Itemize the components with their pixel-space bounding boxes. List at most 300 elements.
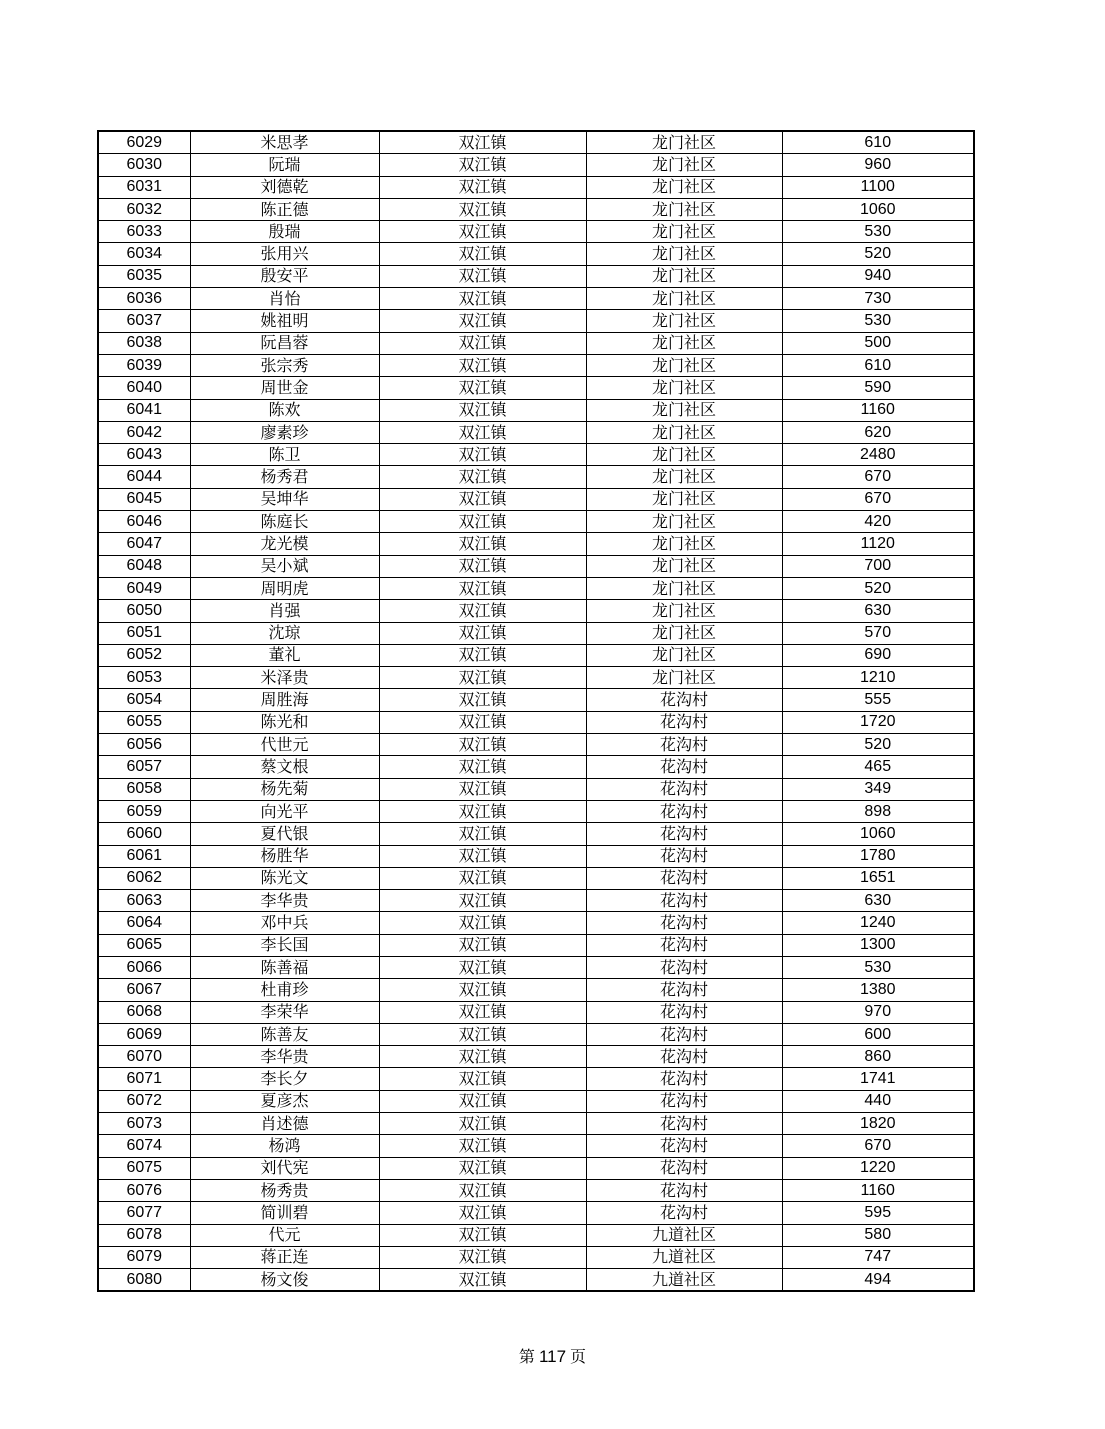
amount-cell: 1210 — [782, 667, 974, 689]
village-cell: 花沟村 — [586, 1001, 782, 1023]
name-cell: 向光平 — [190, 800, 379, 822]
village-cell: 龙门社区 — [586, 399, 782, 421]
village-cell: 龙门社区 — [586, 555, 782, 577]
village-cell: 龙门社区 — [586, 198, 782, 220]
table-row — [98, 667, 974, 689]
name-cell: 杨文俊 — [190, 1269, 379, 1292]
serial-number-cell: 6041 — [98, 399, 190, 421]
village-cell: 花沟村 — [586, 956, 782, 978]
village-cell: 龙门社区 — [586, 644, 782, 666]
amount-cell: 595 — [782, 1202, 974, 1224]
amount-cell: 2480 — [782, 444, 974, 466]
table-row — [98, 689, 974, 711]
serial-number-cell: 6060 — [98, 823, 190, 845]
amount-cell: 670 — [782, 1135, 974, 1157]
amount-cell: 960 — [782, 154, 974, 176]
name-cell: 阮瑞 — [190, 154, 379, 176]
village-cell: 龙门社区 — [586, 354, 782, 376]
amount-cell: 730 — [782, 288, 974, 310]
serial-number-cell: 6080 — [98, 1269, 190, 1292]
serial-number-cell: 6071 — [98, 1068, 190, 1090]
town-cell: 双江镇 — [379, 265, 586, 287]
town-cell: 双江镇 — [379, 912, 586, 934]
village-cell: 九道社区 — [586, 1246, 782, 1268]
serial-number-cell: 6052 — [98, 644, 190, 666]
amount-cell: 590 — [782, 377, 974, 399]
table-row — [98, 711, 974, 733]
name-cell: 周世金 — [190, 377, 379, 399]
amount-cell: 520 — [782, 734, 974, 756]
name-cell: 米思孝 — [190, 131, 379, 154]
name-cell: 阮昌蓉 — [190, 332, 379, 354]
town-cell: 双江镇 — [379, 689, 586, 711]
town-cell: 双江镇 — [379, 310, 586, 332]
town-cell: 双江镇 — [379, 488, 586, 510]
amount-cell: 1651 — [782, 867, 974, 889]
town-cell: 双江镇 — [379, 354, 586, 376]
name-cell: 肖述德 — [190, 1113, 379, 1135]
amount-cell: 1160 — [782, 1179, 974, 1201]
amount-cell: 747 — [782, 1246, 974, 1268]
page-footer — [0, 1344, 1105, 1367]
town-cell: 双江镇 — [379, 399, 586, 421]
name-cell: 刘德乾 — [190, 176, 379, 198]
name-cell: 姚祖明 — [190, 310, 379, 332]
town-cell: 双江镇 — [379, 800, 586, 822]
amount-cell: 610 — [782, 354, 974, 376]
amount-cell: 1120 — [782, 533, 974, 555]
serial-number-cell: 6039 — [98, 354, 190, 376]
amount-cell: 580 — [782, 1224, 974, 1246]
amount-cell: 1060 — [782, 198, 974, 220]
village-cell: 花沟村 — [586, 1202, 782, 1224]
town-cell: 双江镇 — [379, 890, 586, 912]
amount-cell: 520 — [782, 243, 974, 265]
amount-cell: 898 — [782, 800, 974, 822]
serial-number-cell: 6079 — [98, 1246, 190, 1268]
village-cell: 九道社区 — [586, 1224, 782, 1246]
village-cell: 花沟村 — [586, 867, 782, 889]
serial-number-cell: 6066 — [98, 956, 190, 978]
table-row — [98, 221, 974, 243]
amount-cell: 465 — [782, 756, 974, 778]
town-cell: 双江镇 — [379, 667, 586, 689]
serial-number-cell: 6056 — [98, 734, 190, 756]
town-cell: 双江镇 — [379, 823, 586, 845]
name-cell: 周明虎 — [190, 577, 379, 599]
village-cell: 龙门社区 — [586, 221, 782, 243]
village-cell: 花沟村 — [586, 1046, 782, 1068]
table-row — [98, 600, 974, 622]
serial-number-cell: 6054 — [98, 689, 190, 711]
serial-number-cell: 6075 — [98, 1157, 190, 1179]
name-cell: 李长国 — [190, 934, 379, 956]
town-cell: 双江镇 — [379, 421, 586, 443]
serial-number-cell: 6076 — [98, 1179, 190, 1201]
table-row — [98, 823, 974, 845]
amount-cell: 630 — [782, 600, 974, 622]
village-cell: 花沟村 — [586, 756, 782, 778]
town-cell: 双江镇 — [379, 845, 586, 867]
amount-cell: 530 — [782, 956, 974, 978]
town-cell: 双江镇 — [379, 444, 586, 466]
town-cell: 双江镇 — [379, 867, 586, 889]
table-row — [98, 890, 974, 912]
table-row — [98, 1202, 974, 1224]
village-cell: 龙门社区 — [586, 176, 782, 198]
name-cell: 陈光和 — [190, 711, 379, 733]
name-cell: 张用兴 — [190, 243, 379, 265]
amount-cell: 1160 — [782, 399, 974, 421]
town-cell: 双江镇 — [379, 979, 586, 1001]
amount-cell: 440 — [782, 1090, 974, 1112]
serial-number-cell: 6073 — [98, 1113, 190, 1135]
town-cell: 双江镇 — [379, 1157, 586, 1179]
serial-number-cell: 6062 — [98, 867, 190, 889]
amount-cell: 1380 — [782, 979, 974, 1001]
amount-cell: 570 — [782, 622, 974, 644]
town-cell: 双江镇 — [379, 734, 586, 756]
village-cell: 花沟村 — [586, 800, 782, 822]
name-cell: 沈琼 — [190, 622, 379, 644]
village-cell: 龙门社区 — [586, 444, 782, 466]
amount-cell: 555 — [782, 689, 974, 711]
serial-number-cell: 6068 — [98, 1001, 190, 1023]
table-row — [98, 243, 974, 265]
village-cell: 花沟村 — [586, 823, 782, 845]
table-row — [98, 734, 974, 756]
serial-number-cell: 6043 — [98, 444, 190, 466]
serial-number-cell: 6032 — [98, 198, 190, 220]
serial-number-cell: 6042 — [98, 421, 190, 443]
table-row — [98, 533, 974, 555]
table-row — [98, 488, 974, 510]
town-cell: 双江镇 — [379, 332, 586, 354]
town-cell: 双江镇 — [379, 622, 586, 644]
name-cell: 代世元 — [190, 734, 379, 756]
table-row — [98, 555, 974, 577]
town-cell: 双江镇 — [379, 934, 586, 956]
table-row — [98, 622, 974, 644]
footer-prefix: 第 — [518, 1347, 535, 1366]
amount-cell: 494 — [782, 1269, 974, 1292]
amount-cell: 700 — [782, 555, 974, 577]
serial-number-cell: 6046 — [98, 511, 190, 533]
name-cell: 陈善福 — [190, 956, 379, 978]
table-row — [98, 778, 974, 800]
name-cell: 李华贵 — [190, 1046, 379, 1068]
serial-number-cell: 6036 — [98, 288, 190, 310]
serial-number-cell: 6050 — [98, 600, 190, 622]
name-cell: 龙光模 — [190, 533, 379, 555]
amount-cell: 530 — [782, 310, 974, 332]
village-cell: 花沟村 — [586, 778, 782, 800]
serial-number-cell: 6035 — [98, 265, 190, 287]
village-cell: 花沟村 — [586, 734, 782, 756]
name-cell: 杨秀贵 — [190, 1179, 379, 1201]
town-cell: 双江镇 — [379, 1179, 586, 1201]
town-cell: 双江镇 — [379, 511, 586, 533]
serial-number-cell: 6069 — [98, 1023, 190, 1045]
serial-number-cell: 6074 — [98, 1135, 190, 1157]
name-cell: 李荣华 — [190, 1001, 379, 1023]
village-cell: 花沟村 — [586, 1113, 782, 1135]
town-cell: 双江镇 — [379, 711, 586, 733]
village-cell: 龙门社区 — [586, 511, 782, 533]
amount-cell: 349 — [782, 778, 974, 800]
serial-number-cell: 6034 — [98, 243, 190, 265]
roster-table-body — [98, 131, 974, 1291]
name-cell: 廖素珍 — [190, 421, 379, 443]
name-cell: 杨胜华 — [190, 845, 379, 867]
table-row — [98, 912, 974, 934]
serial-number-cell: 6059 — [98, 800, 190, 822]
name-cell: 蔡文根 — [190, 756, 379, 778]
roster-table — [97, 130, 975, 1292]
table-row — [98, 1135, 974, 1157]
serial-number-cell: 6053 — [98, 667, 190, 689]
town-cell: 双江镇 — [379, 1135, 586, 1157]
serial-number-cell: 6057 — [98, 756, 190, 778]
serial-number-cell: 6064 — [98, 912, 190, 934]
amount-cell: 1100 — [782, 176, 974, 198]
footer-suffix: 页 — [570, 1347, 587, 1366]
serial-number-cell: 6072 — [98, 1090, 190, 1112]
table-row — [98, 310, 974, 332]
serial-number-cell: 6031 — [98, 176, 190, 198]
town-cell: 双江镇 — [379, 600, 586, 622]
table-row — [98, 288, 974, 310]
name-cell: 陈光文 — [190, 867, 379, 889]
amount-cell: 630 — [782, 890, 974, 912]
town-cell: 双江镇 — [379, 131, 586, 154]
village-cell: 花沟村 — [586, 711, 782, 733]
name-cell: 陈欢 — [190, 399, 379, 421]
amount-cell: 520 — [782, 577, 974, 599]
name-cell: 周胜海 — [190, 689, 379, 711]
village-cell: 龙门社区 — [586, 466, 782, 488]
table-row — [98, 756, 974, 778]
table-row — [98, 354, 974, 376]
amount-cell: 420 — [782, 511, 974, 533]
table-row — [98, 444, 974, 466]
village-cell: 龙门社区 — [586, 310, 782, 332]
name-cell: 陈正德 — [190, 198, 379, 220]
village-cell: 龙门社区 — [586, 488, 782, 510]
name-cell: 陈卫 — [190, 444, 379, 466]
table-row — [98, 511, 974, 533]
name-cell: 肖强 — [190, 600, 379, 622]
table-row — [98, 176, 974, 198]
table-row — [98, 377, 974, 399]
village-cell: 花沟村 — [586, 912, 782, 934]
serial-number-cell: 6063 — [98, 890, 190, 912]
name-cell: 吴坤华 — [190, 488, 379, 510]
town-cell: 双江镇 — [379, 1202, 586, 1224]
amount-cell: 1300 — [782, 934, 974, 956]
table-row — [98, 198, 974, 220]
table-row — [98, 265, 974, 287]
village-cell: 龙门社区 — [586, 265, 782, 287]
town-cell: 双江镇 — [379, 1068, 586, 1090]
serial-number-cell: 6061 — [98, 845, 190, 867]
town-cell: 双江镇 — [379, 1023, 586, 1045]
name-cell: 张宗秀 — [190, 354, 379, 376]
name-cell: 肖怡 — [190, 288, 379, 310]
village-cell: 九道社区 — [586, 1269, 782, 1292]
town-cell: 双江镇 — [379, 377, 586, 399]
village-cell: 花沟村 — [586, 1023, 782, 1045]
table-row — [98, 1113, 974, 1135]
name-cell: 陈善友 — [190, 1023, 379, 1045]
town-cell: 双江镇 — [379, 1269, 586, 1292]
village-cell: 龙门社区 — [586, 243, 782, 265]
village-cell: 龙门社区 — [586, 377, 782, 399]
table-row — [98, 154, 974, 176]
table-row — [98, 644, 974, 666]
town-cell: 双江镇 — [379, 221, 586, 243]
serial-number-cell: 6033 — [98, 221, 190, 243]
serial-number-cell: 6048 — [98, 555, 190, 577]
village-cell: 龙门社区 — [586, 622, 782, 644]
table-row — [98, 1001, 974, 1023]
amount-cell: 970 — [782, 1001, 974, 1023]
town-cell: 双江镇 — [379, 154, 586, 176]
serial-number-cell: 6058 — [98, 778, 190, 800]
amount-cell: 500 — [782, 332, 974, 354]
table-row — [98, 1269, 974, 1292]
table-row — [98, 399, 974, 421]
table-row — [98, 934, 974, 956]
name-cell: 邓中兵 — [190, 912, 379, 934]
amount-cell: 1060 — [782, 823, 974, 845]
name-cell: 殷瑞 — [190, 221, 379, 243]
serial-number-cell: 6065 — [98, 934, 190, 956]
serial-number-cell: 6037 — [98, 310, 190, 332]
amount-cell: 1720 — [782, 711, 974, 733]
town-cell: 双江镇 — [379, 1001, 586, 1023]
town-cell: 双江镇 — [379, 756, 586, 778]
name-cell: 李华贵 — [190, 890, 379, 912]
table-row — [98, 332, 974, 354]
name-cell: 李长夕 — [190, 1068, 379, 1090]
name-cell: 米泽贵 — [190, 667, 379, 689]
table-row — [98, 1090, 974, 1112]
serial-number-cell: 6044 — [98, 466, 190, 488]
village-cell: 龙门社区 — [586, 600, 782, 622]
village-cell: 龙门社区 — [586, 667, 782, 689]
serial-number-cell: 6078 — [98, 1224, 190, 1246]
village-cell: 花沟村 — [586, 1090, 782, 1112]
name-cell: 简训碧 — [190, 1202, 379, 1224]
name-cell: 蒋正连 — [190, 1246, 379, 1268]
table-row — [98, 1046, 974, 1068]
town-cell: 双江镇 — [379, 1246, 586, 1268]
name-cell: 陈庭长 — [190, 511, 379, 533]
amount-cell: 670 — [782, 488, 974, 510]
table-row — [98, 1246, 974, 1268]
serial-number-cell: 6049 — [98, 577, 190, 599]
serial-number-cell: 6055 — [98, 711, 190, 733]
amount-cell: 1240 — [782, 912, 974, 934]
village-cell: 龙门社区 — [586, 533, 782, 555]
name-cell: 杨先菊 — [190, 778, 379, 800]
amount-cell: 1741 — [782, 1068, 974, 1090]
serial-number-cell: 6047 — [98, 533, 190, 555]
amount-cell: 610 — [782, 131, 974, 154]
amount-cell: 940 — [782, 265, 974, 287]
serial-number-cell: 6045 — [98, 488, 190, 510]
town-cell: 双江镇 — [379, 577, 586, 599]
serial-number-cell: 6029 — [98, 131, 190, 154]
village-cell: 花沟村 — [586, 1179, 782, 1201]
town-cell: 双江镇 — [379, 198, 586, 220]
serial-number-cell: 6051 — [98, 622, 190, 644]
serial-number-cell: 6067 — [98, 979, 190, 1001]
town-cell: 双江镇 — [379, 288, 586, 310]
town-cell: 双江镇 — [379, 243, 586, 265]
name-cell: 刘代宪 — [190, 1157, 379, 1179]
village-cell: 花沟村 — [586, 890, 782, 912]
town-cell: 双江镇 — [379, 778, 586, 800]
name-cell: 吴小斌 — [190, 555, 379, 577]
serial-number-cell: 6077 — [98, 1202, 190, 1224]
table-row — [98, 800, 974, 822]
name-cell: 殷安平 — [190, 265, 379, 287]
table-row — [98, 1157, 974, 1179]
village-cell: 龙门社区 — [586, 332, 782, 354]
table-row — [98, 421, 974, 443]
town-cell: 双江镇 — [379, 555, 586, 577]
table-row — [98, 131, 974, 154]
village-cell: 花沟村 — [586, 1157, 782, 1179]
table-row — [98, 466, 974, 488]
town-cell: 双江镇 — [379, 1224, 586, 1246]
name-cell: 杨秀君 — [190, 466, 379, 488]
amount-cell: 530 — [782, 221, 974, 243]
town-cell: 双江镇 — [379, 1090, 586, 1112]
village-cell: 龙门社区 — [586, 154, 782, 176]
village-cell: 花沟村 — [586, 1135, 782, 1157]
serial-number-cell: 6040 — [98, 377, 190, 399]
town-cell: 双江镇 — [379, 644, 586, 666]
name-cell: 夏代银 — [190, 823, 379, 845]
table-row — [98, 1224, 974, 1246]
village-cell: 龙门社区 — [586, 577, 782, 599]
village-cell: 花沟村 — [586, 845, 782, 867]
table-row — [98, 867, 974, 889]
serial-number-cell: 6070 — [98, 1046, 190, 1068]
amount-cell: 1820 — [782, 1113, 974, 1135]
village-cell: 龙门社区 — [586, 421, 782, 443]
table-row — [98, 577, 974, 599]
amount-cell: 620 — [782, 421, 974, 443]
village-cell: 花沟村 — [586, 1068, 782, 1090]
town-cell: 双江镇 — [379, 466, 586, 488]
table-row — [98, 1179, 974, 1201]
village-cell: 龙门社区 — [586, 131, 782, 154]
village-cell: 花沟村 — [586, 934, 782, 956]
table-row — [98, 956, 974, 978]
town-cell: 双江镇 — [379, 1113, 586, 1135]
amount-cell: 1780 — [782, 845, 974, 867]
name-cell: 董礼 — [190, 644, 379, 666]
town-cell: 双江镇 — [379, 533, 586, 555]
table-row — [98, 979, 974, 1001]
town-cell: 双江镇 — [379, 956, 586, 978]
amount-cell: 670 — [782, 466, 974, 488]
serial-number-cell: 6030 — [98, 154, 190, 176]
